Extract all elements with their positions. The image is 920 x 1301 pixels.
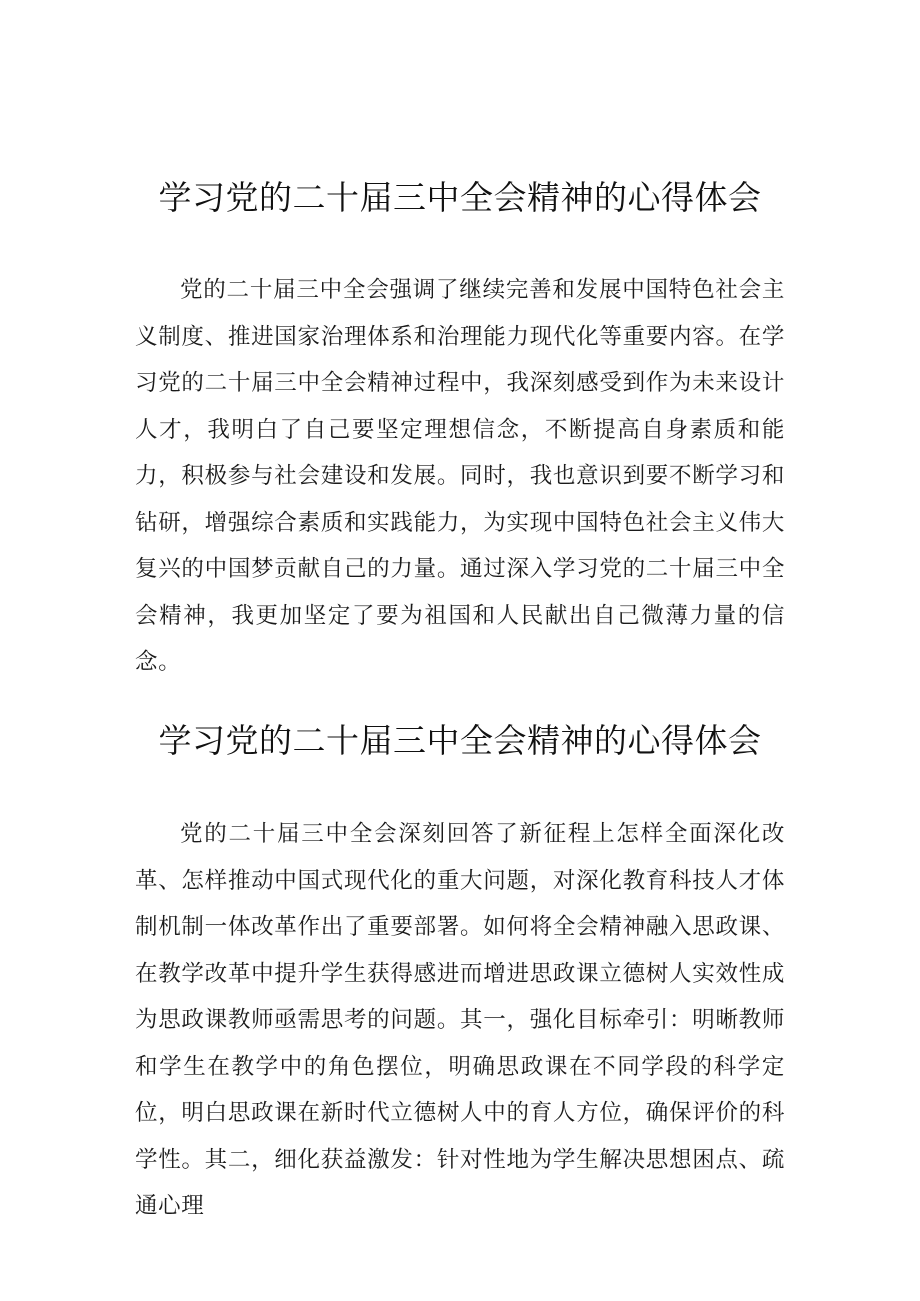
section-title-1: 学习党的二十届三中全会精神的心得体会 xyxy=(158,178,762,217)
section-paragraph-1: 党的二十届三中全会强调了继续完善和发展中国特色社会主义制度、推进国家治理体系和治理能力现代化等重要内容。在学习党的二十届三中全会精神过程中，我深刻感受到作为未来设计人才，我明白了自己要坚定理想信念，不断提高自身素质和能力，积极参与社会建设和发展。同时，我也意识到要不断学习和钻研，增强综合素质和实践能力，为实现中国特色社会主义伟大复兴的中国梦贡献自己的力量。通过深入学习党的二十届三中全会精神，我更加坚定了要为祖国和人民献出自己微薄力量的信念。 xyxy=(135,277,785,675)
section-paragraph-2: 党的二十届三中全会深刻回答了新征程上怎样全面深化改革、怎样推动中国式现代化的重大问题，对深化教育科技人才体制机制一体改革作出了重要部署。如何将全会精神融入思政课、在教学改革中提升学生获得感进而增进思政课立德树人实效性成为思政课教师亟需思考的问题。其一，强化目标牵引：明晰教师和学生在教学中的角色摆位，明确思政课在不同学段的科学定位，明白思政课在新时代立德树人中的育人方位，确保评价的科学性。其二，细化获益激发：针对性地为学生解决思想困点、疏通心理 xyxy=(135,821,785,1219)
section-title-2: 学习党的二十届三中全会精神的心得体会 xyxy=(158,721,762,760)
